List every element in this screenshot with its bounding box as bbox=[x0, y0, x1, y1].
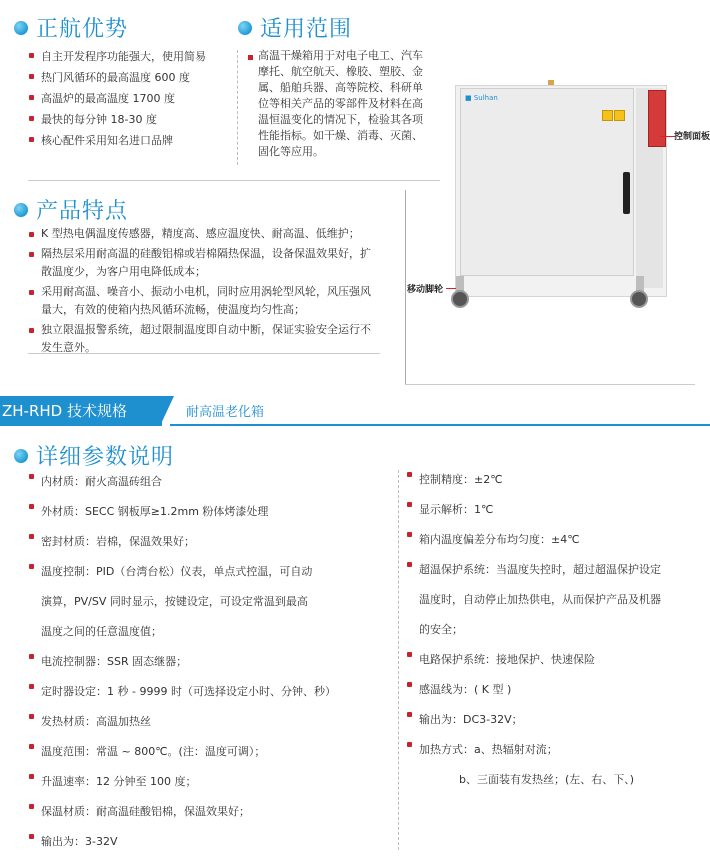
param-item-line: 感温线为：( K 型 ) bbox=[419, 683, 512, 696]
divider bbox=[398, 470, 399, 850]
advantages-list bbox=[28, 46, 238, 151]
details-left-list bbox=[28, 467, 398, 857]
bullet-dot-icon bbox=[14, 203, 28, 217]
advantage-item: 最快的每分钟 18-30 度 bbox=[28, 109, 238, 130]
param-item-line: 的安全； bbox=[419, 623, 463, 636]
features-list bbox=[28, 225, 408, 359]
warning-label-icon bbox=[602, 110, 613, 121]
param-item-line: 温度范围：常温 ~ 800℃。(注：温度可调）； bbox=[41, 745, 266, 758]
advantage-item: 自主开发程序功能强大，使用简易 bbox=[28, 46, 238, 67]
param-item bbox=[28, 767, 398, 797]
param-item bbox=[406, 465, 706, 495]
warning-label-icon bbox=[614, 110, 625, 121]
param-item-line: 保温材质：耐高温硅酸铝棉，保温效果好； bbox=[41, 805, 250, 818]
param-item-line: 电流控制器：SSR 固态继器； bbox=[41, 655, 188, 668]
param-item-line: 超温保护系统：当温度失控时，超过超温保护设定 bbox=[419, 563, 661, 576]
param-item bbox=[406, 735, 706, 795]
advantage-item: 热门风循环的最高温度 600 度 bbox=[28, 67, 238, 88]
param-item-line: 发热材质：高温加热丝 bbox=[41, 715, 151, 728]
feature-item-line: K 型热电偶温度传感器，精度高、感应温度快、耐高温、低维护； bbox=[41, 227, 360, 240]
feature-item-line: 隔热层采用耐高温的硅酸铝棉或岩棉隔热保温，设备保温效果好，扩 bbox=[41, 247, 371, 260]
param-item bbox=[406, 645, 706, 675]
spec-banner bbox=[0, 396, 710, 426]
param-item bbox=[406, 525, 706, 555]
param-item-line: 箱内温度偏差分布均匀度：±4℃ bbox=[419, 533, 580, 546]
param-item bbox=[28, 557, 398, 647]
application-line: 位等相关产品的零部件及材料在高 bbox=[258, 97, 423, 110]
param-item bbox=[28, 737, 398, 767]
casters-callout: 移动脚轮 bbox=[407, 285, 444, 295]
bullet-dot-icon bbox=[238, 21, 252, 35]
param-item-line: 演算，PV/SV 同时显示，按键设定，可设定常温到最高 bbox=[41, 595, 308, 608]
param-item-line: 内材质：耐火高温砖组合 bbox=[41, 475, 162, 488]
param-item-line: 输出为：3-32V bbox=[41, 835, 118, 848]
brand-logo: ■ Sulhan bbox=[465, 94, 498, 102]
control-panel-image bbox=[648, 90, 666, 147]
param-item bbox=[28, 497, 398, 527]
caster-wheel-icon bbox=[630, 290, 648, 308]
param-item bbox=[28, 797, 398, 827]
application-text bbox=[247, 48, 458, 160]
divider bbox=[28, 353, 380, 354]
param-item bbox=[406, 675, 706, 705]
caster-wheel-icon bbox=[451, 290, 469, 308]
control-panel-callout: 控制面板 bbox=[674, 132, 710, 142]
param-item-line: 输出为：DC3-32V； bbox=[419, 713, 523, 726]
param-item-line: 外材质：SECC 钢板厚≥1.2mm 粉体烤漆处理 bbox=[41, 505, 269, 518]
param-item-line: 加热方式：a、热辐射对流； bbox=[419, 743, 558, 756]
advantages-title: 正航优势 bbox=[14, 12, 128, 43]
param-item bbox=[28, 647, 398, 677]
divider bbox=[28, 180, 440, 181]
param-item bbox=[28, 467, 398, 497]
model-title: ZH-RHD 技术规格 bbox=[0, 396, 162, 426]
param-item bbox=[406, 555, 706, 645]
param-item-line: 显示解析：1℃ bbox=[419, 503, 494, 516]
advantage-item: 高温炉的最高温度 1700 度 bbox=[28, 88, 238, 109]
param-item-line: 定时器设定：1 秒 - 9999 时（可选择设定小时、分钟、秒） bbox=[41, 685, 336, 698]
product-subtitle: 耐高温老化箱 bbox=[186, 405, 265, 420]
bullet-dot-icon bbox=[14, 21, 28, 35]
feature-item-line: 量大，有效的使箱内热风循环流畅，使温度均匀性高； bbox=[41, 303, 305, 316]
application-line: 高温干燥箱用于对电子电工、汽车 bbox=[258, 49, 423, 62]
feature-item-line: 发生意外。 bbox=[41, 341, 96, 354]
application-line: 温恒温变化的情况下，检验其各项 bbox=[258, 113, 423, 126]
details-right-list bbox=[406, 465, 706, 795]
param-item-line: 密封材质：岩棉，保温效果好； bbox=[41, 535, 195, 548]
param-item-line: 温度时，自动停止加热供电，从而保护产品及机器 bbox=[419, 593, 661, 606]
details-title: 详细参数说明 bbox=[14, 440, 174, 471]
feature-item bbox=[28, 283, 408, 319]
application-line: 性能指标。如干燥、消毒、灭菌、 bbox=[258, 129, 423, 142]
param-item-line: 控制精度：±2℃ bbox=[419, 473, 503, 486]
feature-item bbox=[28, 245, 408, 281]
application-title: 适用范围 bbox=[238, 12, 352, 43]
param-item bbox=[406, 495, 706, 525]
application-line: 摩托、航空航天、橡胶、塑胶、金 bbox=[258, 65, 423, 78]
application-line: 属、船舶兵器、高等院校、科研单 bbox=[258, 81, 423, 94]
param-item bbox=[406, 705, 706, 735]
feature-item bbox=[28, 225, 408, 243]
param-item-line: 温度控制：PID（台湾台松）仪表，单点式控温，可自动 bbox=[41, 565, 313, 578]
param-item-line: 温度之间的任意温度值； bbox=[41, 625, 162, 638]
features-title: 产品特点 bbox=[14, 194, 128, 225]
feature-item-line: 散温度少，为客户用电降低成本； bbox=[41, 265, 206, 278]
application-line: 固化等应用。 bbox=[258, 145, 324, 158]
feature-item-line: 采用耐高温、噪音小、振动小电机，同时应用涡轮型风轮，风压强风 bbox=[41, 285, 371, 298]
feature-item-line: 独立限温报警系统，超过限制温度即自动中断，保证实验安全运行不 bbox=[41, 323, 371, 336]
param-item-line: 升温速率：12 分钟至 100 度； bbox=[41, 775, 197, 788]
door-handle bbox=[623, 172, 630, 214]
param-item bbox=[28, 827, 398, 857]
param-item bbox=[28, 677, 398, 707]
param-item bbox=[28, 527, 398, 557]
feature-item bbox=[28, 321, 408, 357]
param-item bbox=[28, 707, 398, 737]
param-item-line: b、三面装有发热丝；(左、右、下、) bbox=[459, 773, 635, 786]
advantage-item: 核心配件采用知名进口品牌 bbox=[28, 130, 238, 151]
param-item-line: 电路保护系统：接地保护、快速保险 bbox=[419, 653, 595, 666]
divider bbox=[237, 50, 238, 165]
bullet-dot-icon bbox=[14, 449, 28, 463]
